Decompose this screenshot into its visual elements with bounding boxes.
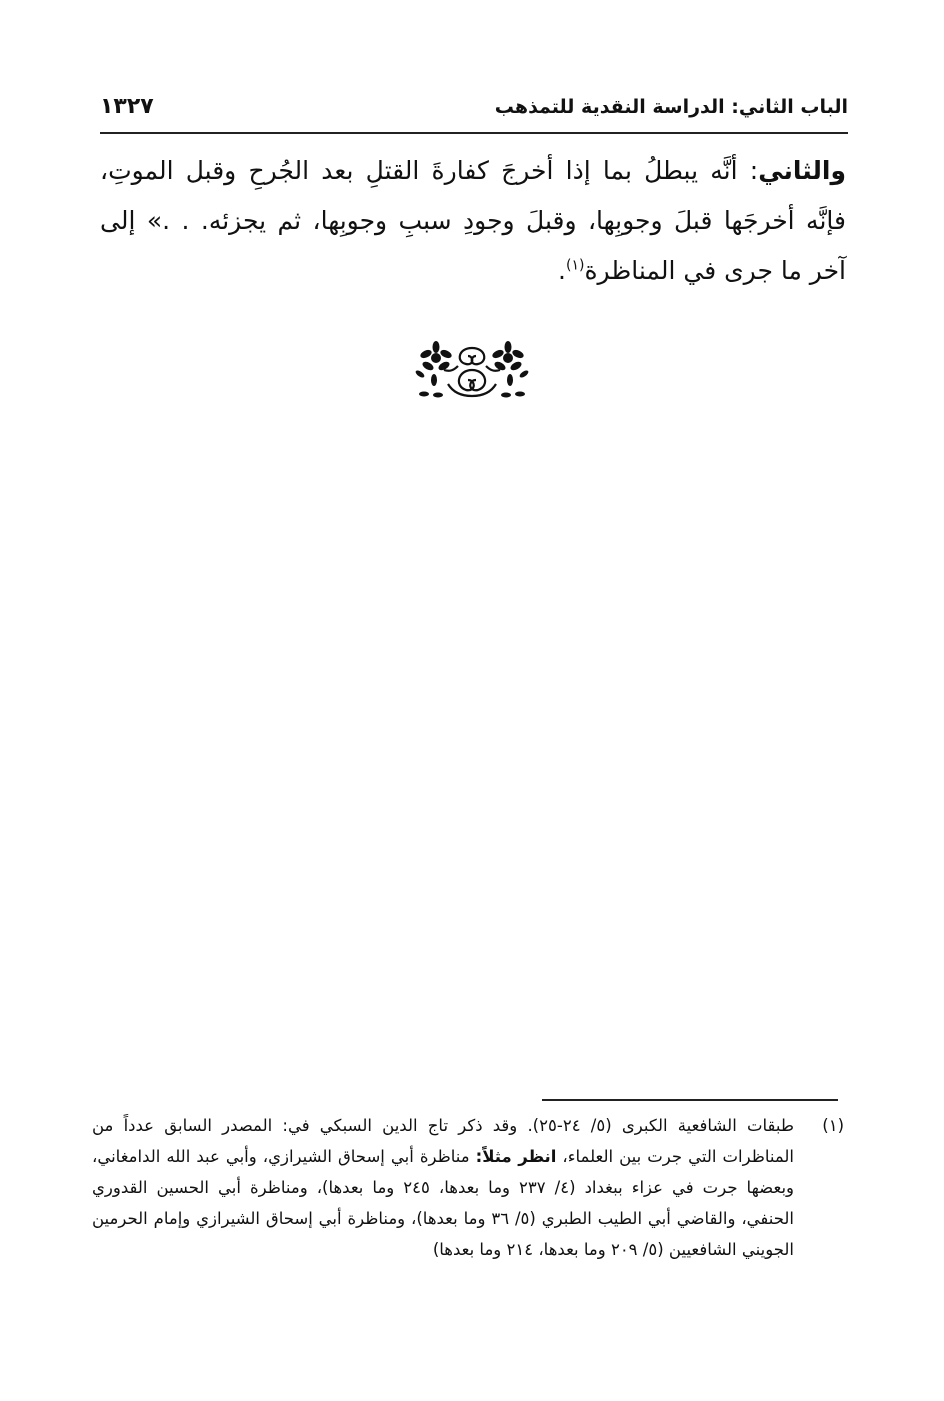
footnote-text-part1: طبقات الشافعية الكبرى (٥/ ٢٤-٢٥). وقد ذكر تاج الدين السبكي في: المصدر السابق عدداً من المناظرات التي جرت بين العلماء،	[92, 1116, 795, 1166]
footnote-bold-phrase: انظر مثلاً:	[475, 1147, 557, 1166]
footnote-divider	[542, 1099, 838, 1101]
footnote	[92, 1110, 844, 1265]
paragraph-text: : أنَّه يبطلُ بما إذا أخرجَ كفارةَ القتلِ بعد الجُرحِ وقبل الموتِ، فإنَّه أخرجَها قبلَ وجوبِها، وقبلَ وجودِ سببِ وجوبِها، ثم يجزئه. . .» إلى آخر ما جرى في المناظرة	[100, 156, 846, 285]
main-paragraph	[100, 146, 846, 296]
lead-word: والثاني	[758, 156, 846, 185]
footnote-text-part2: مناظرة أبي إسحاق الشيرازي، وأبي عبد الله الدامغاني، وبعضها جرت في عزاء ببغداد (٤/ ٢٣٧ وما بعدها، ٢٤٥ وما بعدها)، ومناظرة أبي الحسين القدوري الحنفي، والقاضي أبي الطيب الطبري (٥/ ٣٦ وما بعدها)، ومناظرة أبي إسحاق الشيرازي وإمام الحرمين الجويني الشافعيين (٥/ ٢٠٩ وما بعدها، ٢١٤ وما بعدها)	[92, 1147, 795, 1259]
chapter-title: الباب الثاني: الدراسة النقدية للتمذهب	[494, 96, 848, 118]
running-header	[100, 92, 848, 132]
floral-vignette-ornament-icon	[414, 340, 530, 402]
footnote-reference: (١)	[565, 257, 585, 274]
paragraph-end: .	[558, 256, 566, 285]
footnote-text	[92, 1110, 794, 1265]
page-number: ١٣٢٧	[100, 94, 154, 119]
header-divider	[100, 132, 848, 134]
footnote-marker: (١)	[822, 1116, 844, 1135]
